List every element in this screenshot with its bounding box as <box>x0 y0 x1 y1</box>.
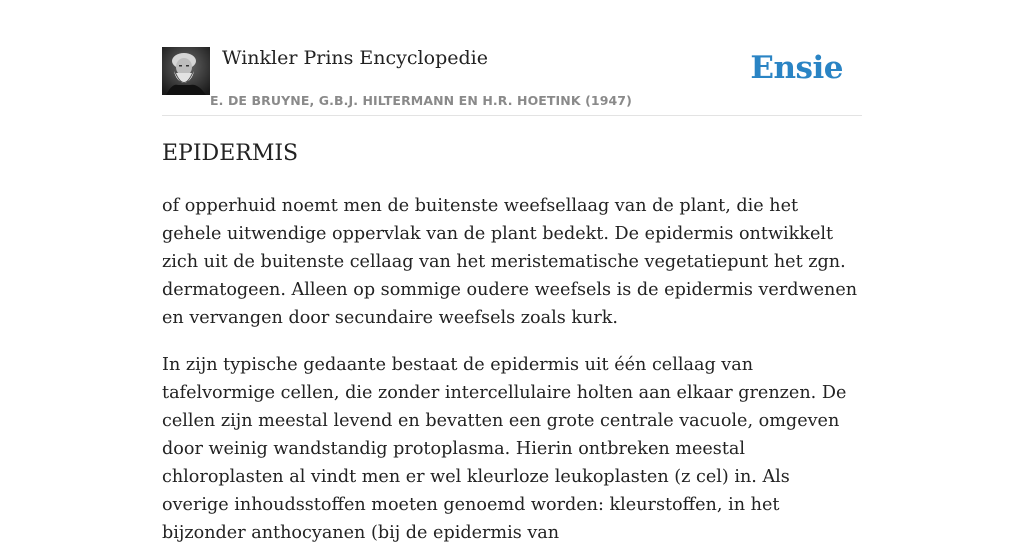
article-paragraph: of opperhuid noemt men de buitenste weefsellaag van de plant, die het gehele uitwendige oppervlak van de plant bedekt. De epidermis ontwikkelt zich uit de buitenste cellaag van het meristematische vegetatiepunt het zgn. dermatogeen. Alleen op sommige oudere weefsels is de epidermis verdwenen en vervangen door secundaire weefsels zoals kurk. <box>162 196 858 328</box>
content-container <box>162 0 862 543</box>
source-title[interactable]: Winkler Prins Encyclopedie <box>222 47 488 69</box>
article-paragraph: In zijn typische gedaante bestaat de epidermis uit één cellaag van tafelvormige cellen, die zonder intercellulaire holten aan elkaar grenzen. De cellen zijn meestal levend en bevatten een grote centrale vacuole, omgeven door weinig wandstandig protoplasma. Hierin ontbreken meestal chloroplasten al vindt men er wel kleurloze leukoplasten (z cel) in. Als overige inhoudsstoffen moeten genoemd worden: kleurstoffen, in het bijzonder anthocyanen (bij de epidermis van <box>162 355 847 543</box>
ensie-logo[interactable]: Ensie <box>750 50 843 86</box>
source-authors: E. DE BRUYNE, G.B.J. HILTERMANN EN H.R. HOETINK (1947) <box>210 93 632 108</box>
source-header <box>162 0 862 116</box>
article-title: EPIDERMIS <box>162 141 299 166</box>
author-portrait-icon[interactable] <box>162 47 210 95</box>
